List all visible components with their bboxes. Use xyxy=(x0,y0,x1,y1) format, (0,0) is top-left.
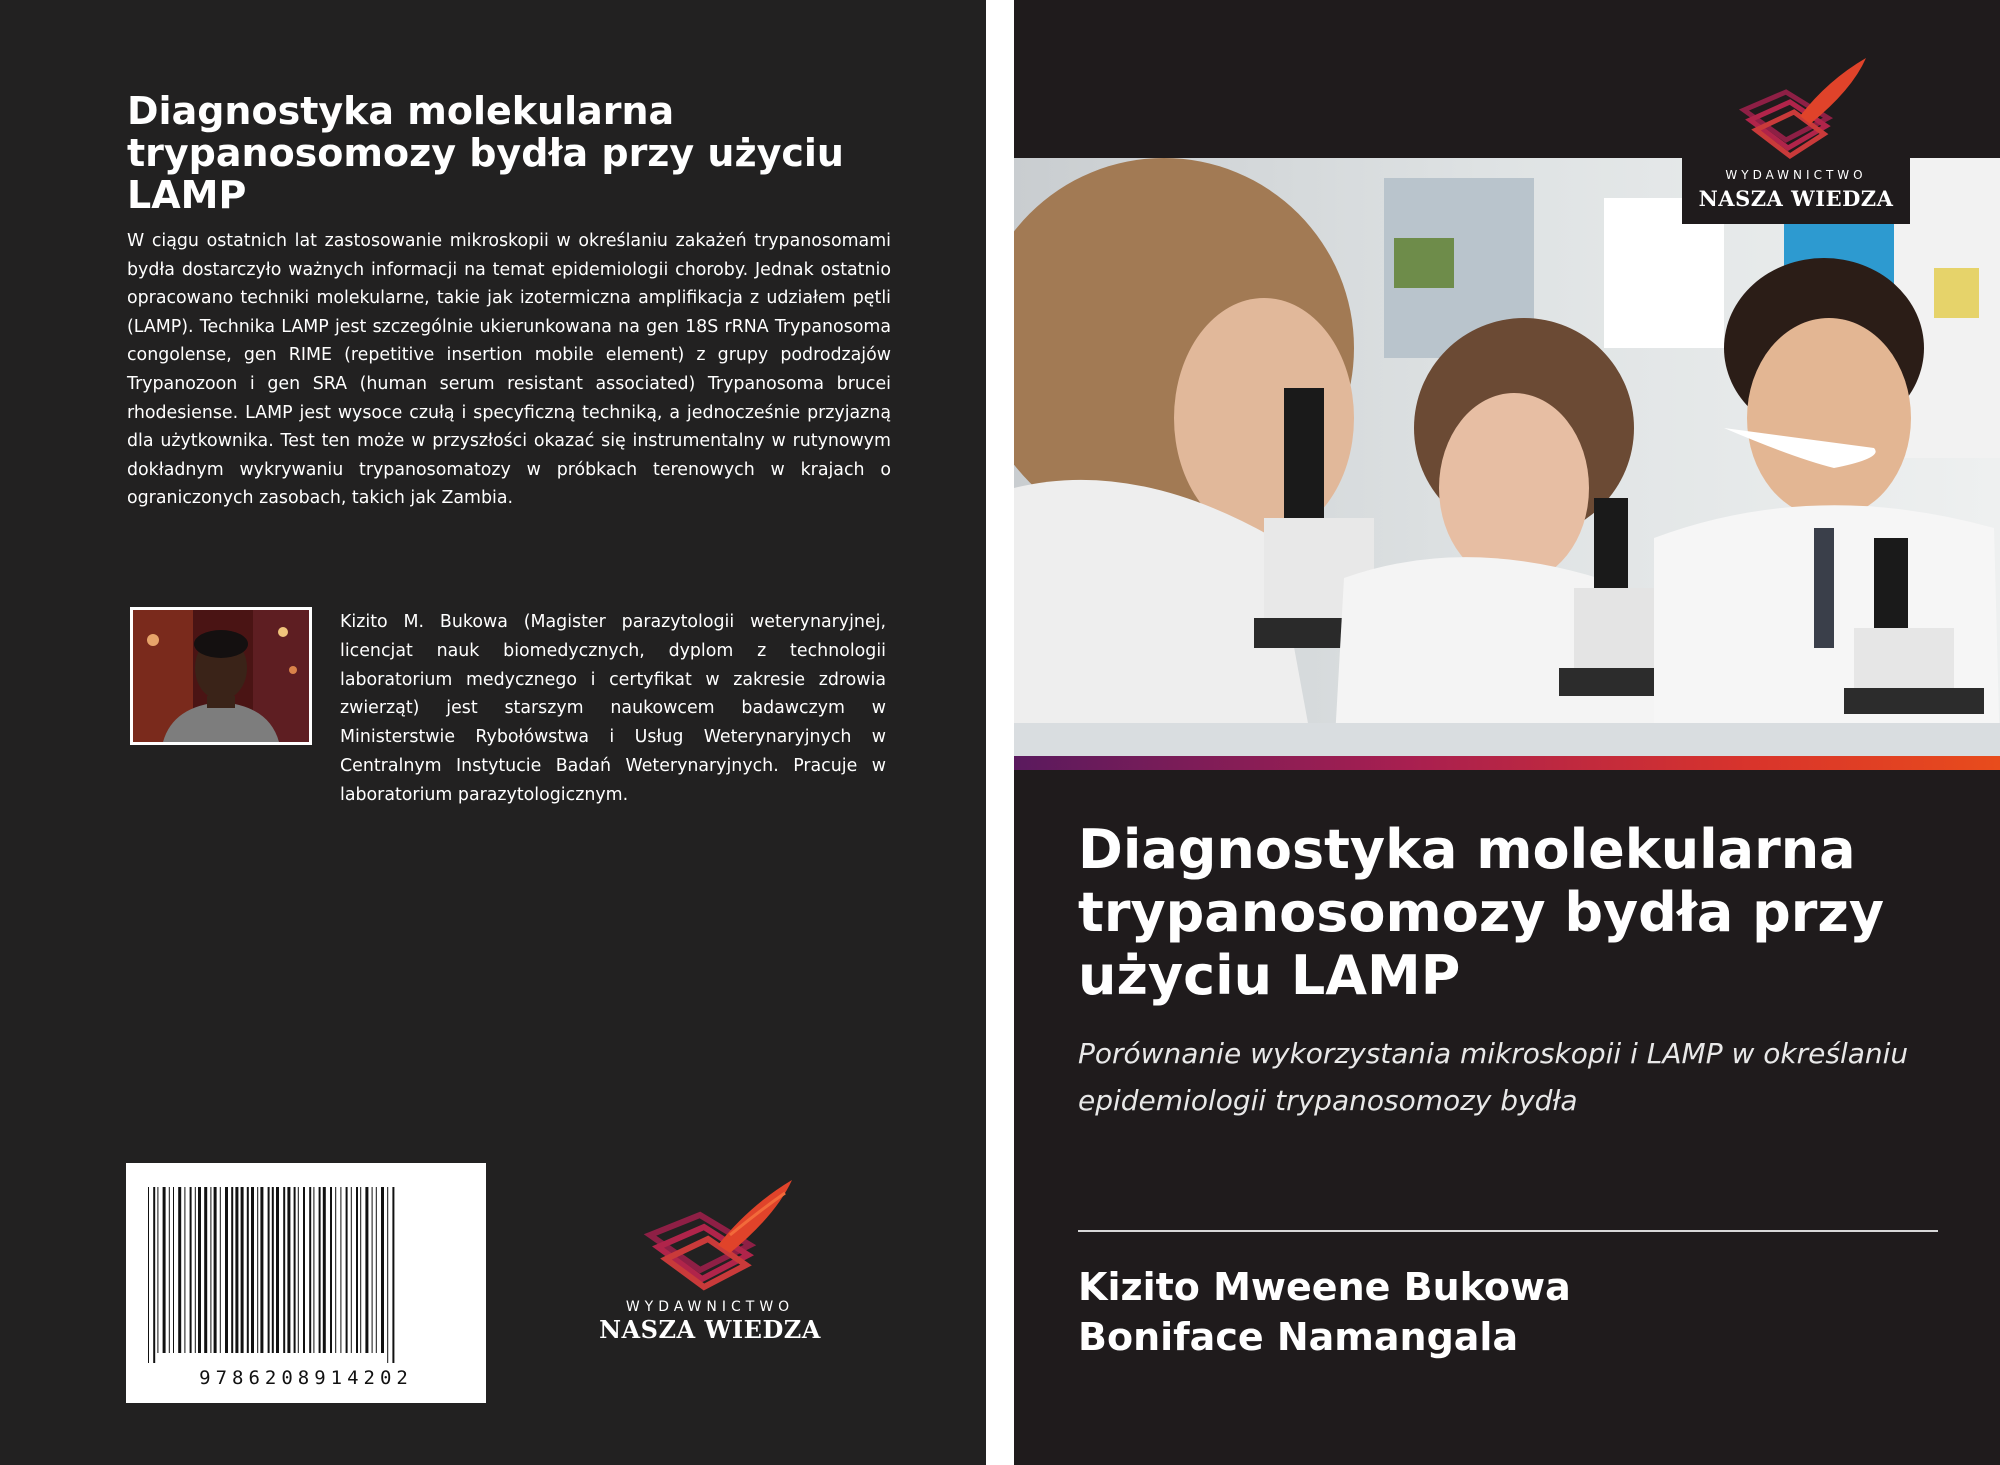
back-cover-title: Diagnostyka molekularna trypanosomozy bydła przy użyciu LAMP xyxy=(127,89,844,217)
author-name: Kizito Mweene Bukowa xyxy=(1078,1265,1571,1309)
barcode-bar xyxy=(178,1187,181,1353)
front-publisher-small-text: WYDAWNICTWO xyxy=(1725,168,1867,182)
barcode-bar xyxy=(303,1187,305,1353)
barcode xyxy=(126,1163,486,1403)
front-cover-divider xyxy=(1078,1230,1938,1232)
barcode-bar xyxy=(225,1187,228,1353)
barcode-bar xyxy=(272,1187,274,1353)
barcode-bar xyxy=(346,1187,348,1353)
barcode-bar xyxy=(148,1187,149,1363)
barcode-bar xyxy=(204,1187,207,1353)
barcode-bar xyxy=(309,1187,311,1353)
barcode-bar xyxy=(198,1187,201,1353)
barcode-bar xyxy=(276,1187,279,1353)
barcode-number: 9786208914202 xyxy=(199,1367,413,1389)
barcode-bar xyxy=(340,1187,341,1353)
barcode-bar xyxy=(365,1187,368,1353)
author-photo xyxy=(130,607,312,745)
cover-accent-stripe xyxy=(1014,756,2000,770)
barcode-bar xyxy=(153,1187,155,1363)
barcode-bar xyxy=(283,1187,285,1353)
barcode-bar xyxy=(260,1187,263,1353)
barcode-bar xyxy=(157,1187,158,1353)
books-quill-icon xyxy=(580,1175,840,1295)
barcode-bar xyxy=(387,1187,388,1363)
barcode-bar xyxy=(231,1187,233,1353)
barcode-bar xyxy=(184,1187,185,1353)
cover-photo xyxy=(1014,158,2000,756)
barcode-bar xyxy=(195,1187,196,1353)
barcode-bar xyxy=(190,1187,192,1353)
barcode-bar xyxy=(173,1187,174,1353)
front-cover-title: Diagnostyka molekularna trypanosomozy bydła przy użyciu LAMP xyxy=(1078,818,1885,1007)
barcode-bar xyxy=(287,1187,290,1353)
author-name: Boniface Namangala xyxy=(1078,1315,1519,1359)
barcode-bar xyxy=(360,1187,361,1353)
barcode-bar xyxy=(335,1187,336,1353)
books-quill-icon xyxy=(1682,52,1910,162)
barcode-bar xyxy=(241,1187,244,1353)
front-cover-subtitle: Porównanie wykorzystania mikroskopii i LAMP w określaniu epidemiologii trypanosomozy bydła xyxy=(1078,1037,1909,1117)
barcode-bar xyxy=(268,1187,270,1353)
barcode-bar xyxy=(210,1187,211,1353)
publisher-name: NASZA WIEDZA xyxy=(599,1315,821,1344)
barcode-bar xyxy=(220,1187,221,1353)
barcode-bar xyxy=(372,1187,373,1353)
front-publisher-name: NASZA WIEDZA xyxy=(1698,186,1894,211)
barcode-bar xyxy=(323,1187,326,1353)
back-publisher-logo xyxy=(580,1175,840,1365)
front-publisher-logo xyxy=(1682,52,1910,224)
barcode-bar xyxy=(376,1187,377,1353)
barcode-bar xyxy=(381,1187,384,1353)
barcode-bar xyxy=(356,1187,358,1353)
front-cover-authors xyxy=(1078,1262,1938,1362)
spine-gap xyxy=(986,0,1014,1465)
barcode-bar xyxy=(214,1187,217,1353)
barcode-bar xyxy=(235,1187,238,1353)
barcode-bar xyxy=(319,1187,321,1353)
barcode-bar xyxy=(251,1187,254,1353)
barcode-bar xyxy=(330,1187,332,1353)
barcode-bar xyxy=(392,1187,394,1363)
barcode-bar xyxy=(294,1187,296,1353)
barcode-bar xyxy=(247,1187,249,1353)
barcode-bar xyxy=(351,1187,352,1353)
author-bio: Kizito M. Bukowa (Magister parazytologii weterynaryjnej, licencjat nauk biomedycznych, dyplom z technologii laboratorium medycznego i certyfikat w zakresie zdrowia zwierząt) jest starszym naukowcem badawczym w Ministerstwie Rybołówstwa i Usług Weterynaryjnych w Centralnym Instytucie Badań Weterynaryjnych. Pracuje w laboratorium parazytologicznym. xyxy=(340,612,886,805)
back-cover-blurb: W ciągu ostatnich lat zastosowanie mikroskopii w określaniu zakażeń trypanosomami bydła dostarczyło ważnych informacji na temat epidemiologii choroby. Jednak ostatnio opracowano techniki molekularne, takie jak izotermiczna amplifikacja z udziałem pętli (LAMP). Technika LAMP jest szczególnie ukierunkowana na gen 18S rRNA Trypanosoma congolense, gen RIME (repetitive insertion mobile element) z grupy podrodzajów Trypanozoon i gen SRA (human serum resistant associated) Trypanosoma brucei rhodesiense. LAMP jest wysoce czułą i specyficzną techniką, a jednocześnie przyjazną dla użytkownika. Test ten może w przyszłości okazać się instrumentalny w rutynowym dokładnym wykrywaniu trypanosomatozy w próbkach terenowych w krajach o ograniczonych zasobach, takich jak Zambia. xyxy=(127,231,891,509)
barcode-bar xyxy=(298,1187,299,1353)
barcode-bar xyxy=(169,1187,170,1353)
barcode-bar xyxy=(257,1187,258,1353)
barcode-bar xyxy=(313,1187,314,1353)
publisher-small-text: WYDAWNICTWO xyxy=(625,1299,795,1315)
barcode-bar xyxy=(163,1187,166,1353)
